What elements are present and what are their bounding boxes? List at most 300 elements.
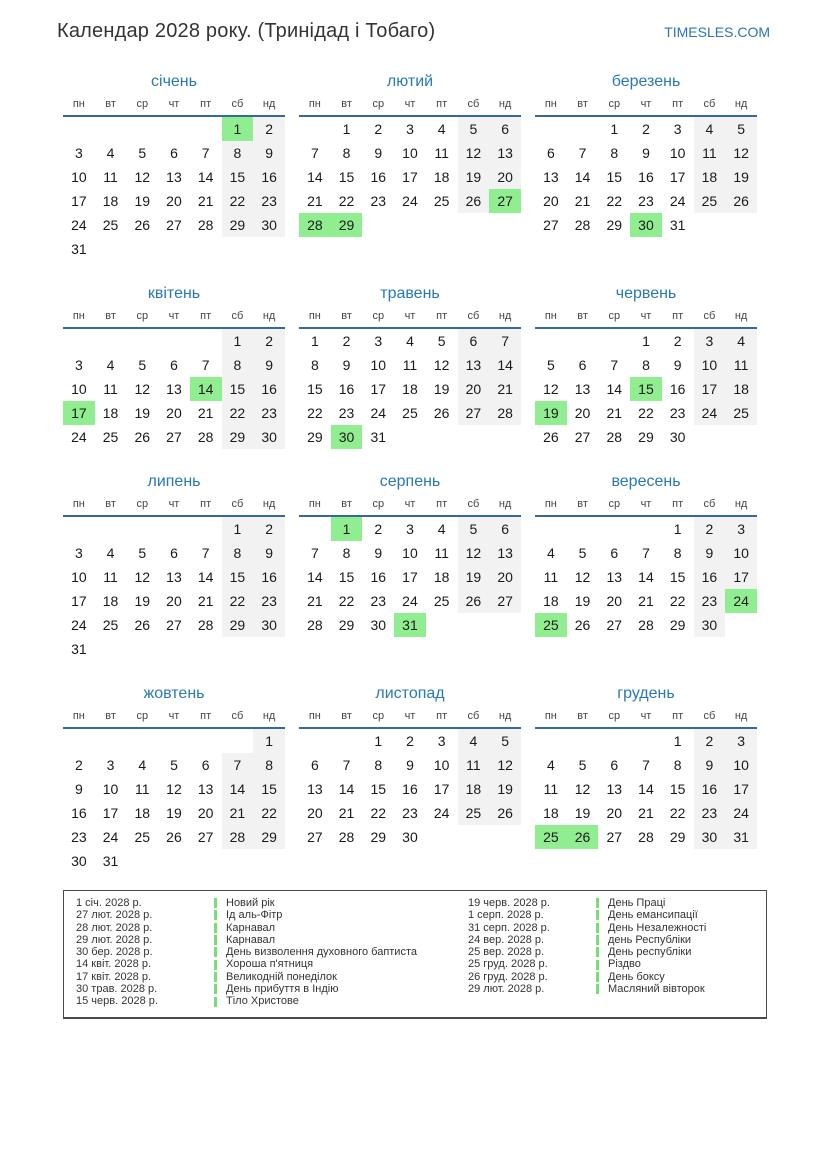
day-cell: 20: [197, 805, 214, 821]
day-cell: 6: [610, 545, 619, 561]
week-row: [299, 377, 521, 401]
day-cell: 28: [197, 617, 214, 633]
day-cell: 19: [433, 381, 450, 397]
day-cell: 26: [725, 189, 757, 213]
day-cell: 20: [606, 593, 623, 609]
week-row: [299, 116, 521, 141]
day-cell: 27: [307, 829, 323, 845]
day-cell: 7: [310, 145, 319, 161]
day-cell: 8: [222, 541, 254, 565]
day-cell: 2: [374, 521, 383, 537]
page-title: Календар 2028 року. (Тринідад і Тобаго): [57, 20, 436, 42]
day-cell: 16: [694, 777, 726, 801]
weekday-header: сб: [703, 98, 716, 110]
day-cell: 15: [307, 381, 323, 397]
week-row: [63, 401, 285, 425]
month-table: [63, 98, 285, 261]
legend-date: 19 черв. 2028 р.: [468, 897, 550, 909]
day-cell: 18: [102, 405, 119, 421]
week-row: [299, 425, 521, 449]
day-cell: 17: [694, 377, 726, 401]
weekday-header: вт: [577, 710, 588, 722]
empty-day-cell: [158, 328, 190, 353]
legend-date: 31 серп. 2028 р.: [468, 921, 550, 934]
day-cell: 26: [574, 617, 591, 633]
empty-day-cell: [598, 728, 630, 753]
day-cell: 19: [489, 777, 521, 801]
day-cell: 7: [642, 757, 650, 773]
day-cell: 9: [253, 541, 285, 565]
holiday-marker-icon: [214, 984, 217, 994]
holiday-marker-icon: [214, 910, 217, 920]
day-cell: 18: [433, 169, 450, 185]
holiday-marker-icon: [596, 935, 599, 945]
day-cell: 29: [222, 425, 254, 449]
day-cell: 23: [253, 401, 285, 425]
day-cell: 6: [310, 757, 319, 773]
empty-day-cell: [694, 213, 726, 237]
day-cell: 5: [170, 757, 178, 773]
day-cell: 12: [574, 569, 591, 585]
weekday-header: пт: [200, 710, 212, 722]
day-cell: 3: [437, 733, 446, 749]
day-cell: 18: [725, 377, 757, 401]
legend-row: [456, 983, 766, 995]
day-cell: 23: [694, 801, 726, 825]
week-row: [299, 589, 521, 613]
day-cell: 3: [74, 145, 83, 161]
day-cell: 9: [342, 357, 351, 373]
day-cell: 20: [606, 805, 623, 821]
day-cell: 2: [253, 516, 285, 541]
day-cell: 26: [134, 617, 151, 633]
empty-day-cell: [222, 637, 254, 661]
day-cell: 7: [342, 757, 351, 773]
day-cell: 11: [434, 145, 449, 161]
day-cell: 5: [138, 545, 147, 561]
day-cell: 24: [402, 593, 418, 609]
legend-date: 24 вер. 2028 р.: [468, 933, 545, 946]
day-cell: 25: [402, 405, 418, 421]
day-cell: 11: [694, 141, 726, 165]
empty-day-cell: [95, 728, 127, 753]
week-row: [535, 613, 757, 637]
day-cell: 9: [673, 357, 682, 373]
empty-day-cell: [190, 237, 222, 261]
day-cell: 27: [543, 217, 559, 233]
day-cell: 5: [138, 357, 147, 373]
empty-day-cell: [535, 328, 567, 353]
week-row: [63, 849, 285, 873]
day-cell: 27: [166, 429, 182, 445]
weekday-header: ср: [608, 710, 621, 722]
day-cell: 30: [71, 853, 87, 869]
day-cell: 22: [307, 405, 323, 421]
day-cell: 21: [489, 377, 521, 401]
day-cell: 18: [543, 805, 559, 821]
legend-row: [64, 971, 456, 983]
day-cell: 5: [725, 116, 757, 141]
day-cell: 9: [74, 781, 83, 797]
day-cell: 14: [307, 169, 323, 185]
day-cell: 2: [673, 333, 682, 349]
legend-row: [64, 922, 456, 934]
month-march: [535, 73, 757, 261]
day-cell: 26: [458, 189, 490, 213]
day-cell: 13: [197, 781, 214, 797]
weekday-header: пт: [436, 498, 448, 510]
empty-day-cell: [63, 728, 95, 753]
week-row: [63, 377, 285, 401]
week-row: [63, 565, 285, 589]
day-cell: 19: [574, 805, 591, 821]
weekday-header: чт: [640, 710, 652, 722]
day-cell: 14: [638, 569, 654, 585]
legend-row: [456, 971, 766, 983]
empty-day-cell: [190, 516, 222, 541]
day-cell: 2: [74, 757, 83, 773]
day-cell: 19: [458, 165, 490, 189]
legend-row: [64, 958, 456, 970]
day-cell: 24: [71, 429, 87, 445]
week-row: [299, 401, 521, 425]
day-cell: 20: [489, 565, 521, 589]
weekday-header: пт: [672, 310, 684, 322]
day-cell: 4: [437, 121, 446, 137]
day-cell: 31: [102, 853, 119, 869]
holiday-legend: [63, 890, 767, 1019]
month-title: квітень: [147, 285, 201, 302]
day-cell: 22: [222, 189, 254, 213]
legend-column-right: [456, 897, 766, 1008]
day-cell: 11: [103, 381, 118, 397]
day-cell: 12: [725, 141, 757, 165]
day-cell: 11: [434, 545, 449, 561]
holiday-day-cell: 29: [331, 213, 363, 237]
day-cell: 19: [134, 193, 151, 209]
day-cell: 3: [694, 328, 726, 353]
day-cell: 12: [134, 381, 151, 397]
day-cell: 6: [458, 328, 490, 353]
holiday-marker-icon: [596, 910, 599, 920]
empty-day-cell: [725, 613, 757, 637]
day-cell: 16: [370, 169, 387, 185]
day-cell: 3: [406, 121, 414, 137]
day-cell: 8: [222, 141, 254, 165]
page-header: [57, 20, 770, 43]
weekday-header: пн: [544, 710, 557, 722]
holiday-day-cell: 25: [535, 825, 567, 849]
day-cell: 4: [437, 521, 446, 537]
day-cell: 1: [310, 333, 319, 349]
day-cell: 16: [253, 377, 285, 401]
day-cell: 3: [374, 333, 383, 349]
weekday-header: сб: [467, 710, 480, 722]
day-cell: 24: [71, 217, 87, 233]
empty-day-cell: [126, 116, 158, 141]
legend-date: 1 січ. 2028 р.: [76, 897, 142, 909]
day-cell: 29: [606, 217, 623, 233]
month-table: [535, 710, 757, 849]
empty-day-cell: [426, 825, 458, 849]
day-cell: 27: [166, 217, 182, 233]
weekday-header: ср: [136, 310, 149, 322]
day-cell: 30: [694, 825, 726, 849]
day-cell: 22: [222, 401, 254, 425]
week-row: [535, 141, 757, 165]
day-cell: 17: [71, 593, 87, 609]
empty-day-cell: [394, 425, 426, 449]
weekday-header: пн: [544, 98, 557, 110]
day-cell: 8: [673, 757, 682, 773]
day-cell: 18: [543, 593, 559, 609]
weekday-header: сб: [703, 710, 716, 722]
day-cell: 11: [103, 169, 118, 185]
week-row: [299, 328, 521, 353]
empty-day-cell: [126, 637, 158, 661]
legend-date: 15 черв. 2028 р.: [76, 995, 158, 1008]
day-cell: 7: [310, 545, 319, 561]
week-row: [299, 753, 521, 777]
week-row: [299, 213, 521, 237]
week-row: [63, 637, 285, 661]
legend-date: 29 лют. 2028 р.: [468, 983, 545, 996]
day-cell: 25: [134, 829, 151, 845]
weekday-header: сб: [231, 98, 244, 110]
day-cell: 19: [134, 593, 151, 609]
weekday-header: вт: [341, 710, 352, 722]
day-cell: 16: [338, 381, 355, 397]
empty-day-cell: [253, 237, 285, 261]
week-row: [535, 425, 757, 449]
week-row: [535, 328, 757, 353]
day-cell: 28: [638, 829, 654, 845]
day-cell: 8: [342, 545, 351, 561]
week-row: [63, 589, 285, 613]
day-cell: 7: [201, 357, 210, 373]
weekday-header: сб: [703, 310, 716, 322]
day-cell: 12: [166, 781, 182, 797]
day-cell: 10: [402, 145, 418, 161]
day-cell: 4: [546, 757, 555, 773]
day-cell: 30: [402, 829, 418, 845]
day-cell: 1: [673, 521, 682, 537]
day-cell: 23: [338, 405, 355, 421]
day-cell: 2: [694, 728, 726, 753]
day-cell: 31: [71, 241, 87, 257]
weekday-header: сб: [231, 310, 244, 322]
day-cell: 13: [166, 569, 182, 585]
day-cell: 1: [253, 728, 285, 753]
week-row: [299, 565, 521, 589]
day-cell: 26: [433, 405, 450, 421]
weekday-header: вт: [577, 98, 588, 110]
site-link[interactable]: TIMESLES.COM: [664, 24, 770, 40]
day-cell: 4: [406, 333, 414, 349]
day-cell: 22: [638, 405, 654, 421]
weekday-header: нд: [734, 98, 748, 110]
day-cell: 30: [669, 429, 686, 445]
holiday-day-cell: 26: [567, 825, 599, 849]
week-row: [63, 165, 285, 189]
weekday-header: сб: [467, 310, 480, 322]
month-table: [63, 310, 285, 449]
day-cell: 9: [374, 545, 383, 561]
day-cell: 8: [642, 357, 650, 373]
empty-day-cell: [426, 425, 458, 449]
day-cell: 21: [638, 805, 654, 821]
empty-day-cell: [126, 237, 158, 261]
day-cell: 1: [222, 328, 254, 353]
day-cell: 5: [489, 728, 521, 753]
week-row: [535, 777, 757, 801]
day-cell: 10: [402, 545, 418, 561]
day-cell: 27: [606, 617, 623, 633]
legend-holiday-name: Різдво: [608, 958, 641, 971]
week-row: [299, 613, 521, 637]
day-cell: 12: [134, 169, 151, 185]
week-row: [299, 825, 521, 849]
day-cell: 8: [310, 357, 319, 373]
weekday-header: сб: [231, 498, 244, 510]
day-cell: 3: [725, 728, 757, 753]
day-cell: 17: [433, 781, 450, 797]
day-cell: 29: [222, 613, 254, 637]
legend-column-left: [64, 897, 456, 1008]
day-cell: 25: [102, 617, 119, 633]
weekday-header: вт: [105, 98, 116, 110]
empty-day-cell: [95, 637, 127, 661]
month-july: [63, 473, 285, 661]
day-cell: 28: [574, 217, 591, 233]
day-cell: 23: [638, 193, 654, 209]
month-table: [63, 498, 285, 661]
weekday-header: чт: [168, 98, 180, 110]
day-cell: 22: [669, 593, 686, 609]
calendar-grid: [63, 73, 770, 873]
empty-day-cell: [190, 116, 222, 141]
empty-day-cell: [63, 328, 95, 353]
month-january: [63, 73, 285, 261]
month-table: [299, 310, 521, 449]
holiday-marker-icon: [596, 972, 599, 982]
legend-row: [64, 934, 456, 946]
month-title: грудень: [617, 685, 675, 702]
day-cell: 24: [71, 617, 87, 633]
day-cell: 29: [222, 213, 254, 237]
week-row: [299, 189, 521, 213]
day-cell: 2: [694, 516, 726, 541]
legend-row: [64, 946, 456, 958]
weekday-header: нд: [262, 710, 276, 722]
week-row: [63, 516, 285, 541]
day-cell: 9: [694, 541, 726, 565]
week-row: [535, 825, 757, 849]
day-cell: 9: [406, 757, 414, 773]
legend-date: 17 квіт. 2028 р.: [76, 970, 152, 983]
day-cell: 31: [370, 429, 387, 445]
week-row: [535, 189, 757, 213]
week-row: [63, 141, 285, 165]
day-cell: 13: [606, 569, 623, 585]
day-cell: 26: [489, 801, 521, 825]
day-cell: 17: [402, 569, 418, 585]
day-cell: 11: [543, 781, 559, 797]
holiday-day-cell: 1: [222, 116, 254, 141]
legend-row: [456, 922, 766, 934]
day-cell: 25: [725, 401, 757, 425]
day-cell: 15: [606, 169, 623, 185]
day-cell: 6: [578, 357, 587, 373]
day-cell: 25: [458, 801, 490, 825]
weekday-header: вт: [105, 710, 116, 722]
day-cell: 22: [253, 801, 285, 825]
empty-day-cell: [126, 328, 158, 353]
day-cell: 5: [138, 145, 147, 161]
month-august: [299, 473, 521, 661]
month-november: [299, 685, 521, 873]
day-cell: 24: [402, 193, 418, 209]
weekday-header: вт: [105, 310, 116, 322]
day-cell: 16: [253, 565, 285, 589]
day-cell: 8: [610, 145, 619, 161]
week-row: [63, 353, 285, 377]
week-row: [535, 165, 757, 189]
week-row: [299, 353, 521, 377]
day-cell: 14: [489, 353, 521, 377]
day-cell: 16: [694, 565, 726, 589]
empty-day-cell: [190, 637, 222, 661]
month-table: [63, 710, 285, 873]
day-cell: 14: [338, 781, 355, 797]
day-cell: 11: [103, 569, 118, 585]
day-cell: 22: [222, 589, 254, 613]
day-cell: 28: [222, 825, 254, 849]
day-cell: 7: [642, 545, 650, 561]
day-cell: 30: [253, 425, 285, 449]
weekday-header: сб: [467, 498, 480, 510]
day-cell: 2: [253, 116, 285, 141]
week-row: [63, 328, 285, 353]
empty-day-cell: [567, 728, 599, 753]
weekday-header: чт: [168, 498, 180, 510]
day-cell: 24: [370, 405, 387, 421]
day-cell: 12: [134, 569, 151, 585]
day-cell: 21: [197, 405, 214, 421]
empty-day-cell: [489, 213, 521, 237]
weekday-header: нд: [262, 98, 276, 110]
holiday-day-cell: 24: [725, 589, 757, 613]
weekday-header: пт: [436, 310, 448, 322]
week-row: [535, 541, 757, 565]
day-cell: 10: [71, 569, 87, 585]
day-cell: 5: [578, 757, 587, 773]
weekday-header: пн: [72, 98, 85, 110]
empty-day-cell: [598, 328, 630, 353]
day-cell: 21: [307, 193, 323, 209]
empty-day-cell: [222, 237, 254, 261]
day-cell: 16: [370, 569, 387, 585]
month-title: лютий: [386, 73, 434, 90]
weekday-header: нд: [734, 710, 748, 722]
day-cell: 29: [669, 829, 686, 845]
day-cell: 17: [402, 169, 418, 185]
month-table: [535, 98, 757, 237]
day-cell: 27: [458, 401, 490, 425]
holiday-day-cell: 17: [63, 401, 95, 425]
holiday-marker-icon: [596, 923, 599, 933]
day-cell: 28: [307, 617, 323, 633]
